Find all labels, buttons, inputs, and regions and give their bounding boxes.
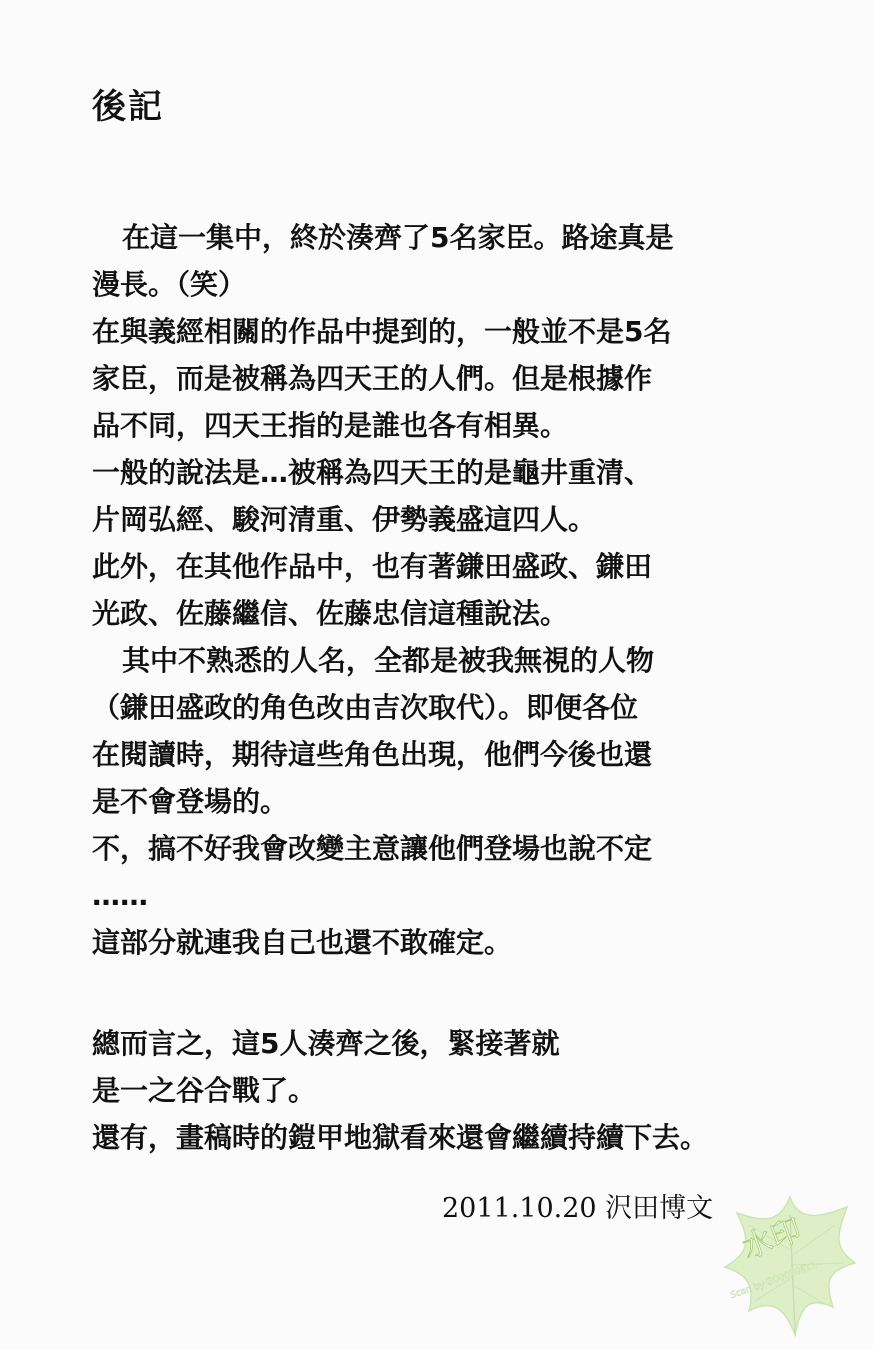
text-line: 在與義經相關的作品中提到的，一般並不是5名 [92,315,672,348]
text-line: 一般的說法是…被稱為四天王的是龜井重清、 [92,456,653,489]
text-line: 不，搞不好我會改變主意讓他們登場也說不定 [92,832,653,865]
text-line: 還有，畫稿時的鎧甲地獄看來還會繼續持續下去。 [92,1121,709,1154]
text-line: 其中不熟悉的人名，全都是被我無視的人物 [122,644,655,677]
text-line: …… [92,879,148,912]
text-line: 品不同，四天王指的是誰也各有相異。 [92,409,569,442]
watermark-label: 水印 [737,1212,807,1267]
text-line: 在這一集中，終於湊齊了5名家臣。路途真是 [122,221,674,254]
leaf-watermark-icon [715,1185,865,1345]
text-line: 家臣，而是被稱為四天王的人們。但是根據作 [92,362,653,395]
text-line: 片岡弘經、駿河清重、伊勢義盛這四人。 [92,503,597,536]
text-line: 漫長。（笑） [92,268,247,301]
text-line: （鎌田盛政的角色改由吉次取代）。即便各位 [92,691,639,724]
text-line: 在閱讀時，期待這些角色出現，他們今後也還 [92,738,653,771]
text-line: 光政、佐藤繼信、佐藤忠信這種說法。 [92,597,569,630]
paragraph-gap [92,966,792,1020]
watermark-credit: Scan by G00070811 [729,1260,819,1302]
text-line: 這部分就連我自己也還不敢確定。 [92,926,513,959]
text-line: 總而言之，這5人湊齊之後，緊接著就 [92,1027,560,1060]
text-line: 是不會登場的。 [92,785,289,818]
text-line: 此外，在其他作品中，也有著鎌田盛政、鎌田 [92,550,653,583]
text-line: 是一之谷合戰了。 [92,1074,317,1107]
afterword-body [92,214,792,1161]
signature-date-author: 2011.10.20 沢田博文 [442,1193,714,1224]
page-title: 後記 [92,87,164,127]
